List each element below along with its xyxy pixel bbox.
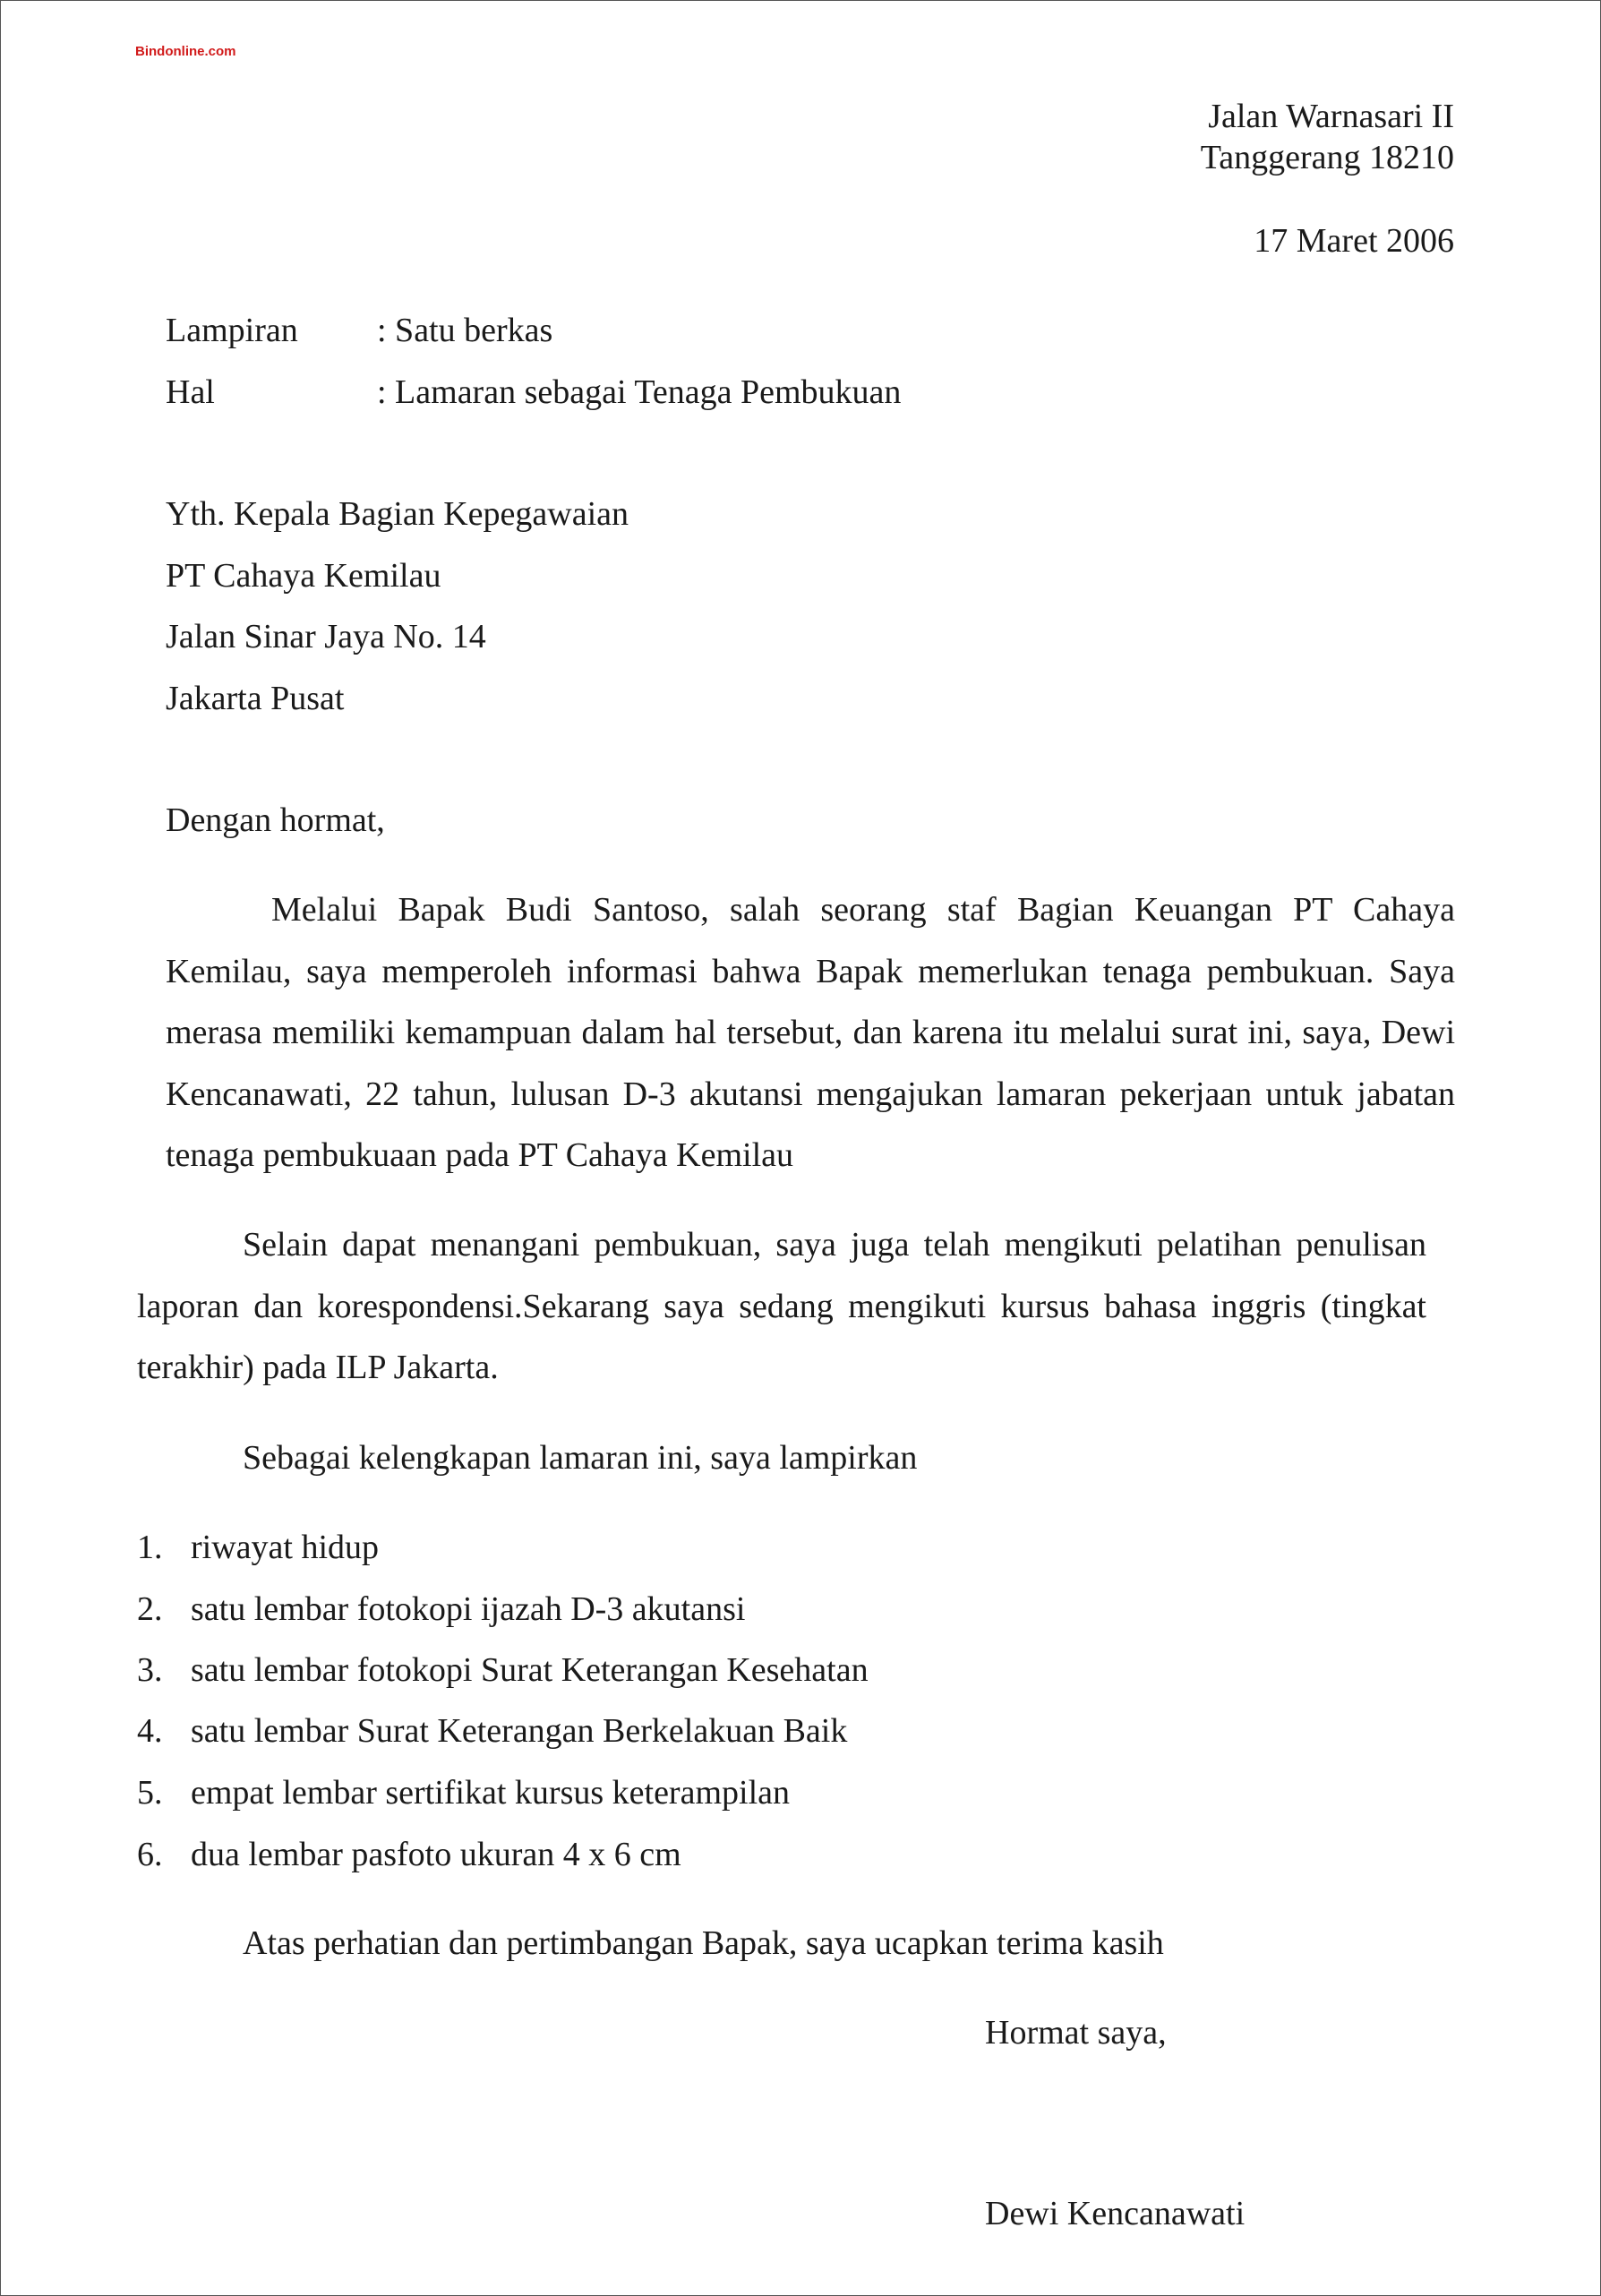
letter-date: 17 Maret 2006: [1254, 222, 1454, 260]
list-item: satu lembar Surat Keterangan Berkelakuan Baik: [191, 1712, 848, 1750]
list-item-number: 1.: [137, 1529, 163, 1566]
sender-address-line1: Jalan Warnasari II: [1208, 98, 1454, 135]
watermark: Bindonline.com: [135, 44, 236, 59]
list-item: satu lembar fotokopi ijazah D-3 akutansi: [191, 1590, 746, 1628]
attachment-value: : Satu berkas: [377, 312, 553, 349]
recipient-line4: Jakarta Pusat: [166, 680, 345, 717]
body-paragraph-2: Selain dapat menangani pembukuan, saya juga telah mengikuti pelatihan penulisan laporan dan korespondensi.Sekarang saya sedang mengikuti kursus bahasa inggris (tingkat terakhir) pada ILP Jakarta.: [137, 1226, 1426, 1386]
list-item: satu lembar fotokopi Surat Keterangan Kesehatan: [191, 1651, 869, 1689]
recipient-line3: Jalan Sinar Jaya No. 14: [166, 618, 486, 655]
list-item: empat lembar sertifikat kursus keterampilan: [191, 1774, 790, 1812]
closing-sentence: Atas perhatian dan pertimbangan Bapak, saya ucapkan terima kasih: [243, 1924, 1164, 1962]
list-item-number: 3.: [137, 1651, 163, 1689]
list-item-number: 6.: [137, 1836, 163, 1873]
sender-address-line2: Tanggerang 18210: [1200, 139, 1454, 176]
signature-name: Dewi Kencanawati: [985, 2195, 1246, 2232]
recipient-line1: Yth. Kepala Bagian Kepegawaian: [166, 495, 629, 533]
salutation: Dengan hormat,: [166, 801, 385, 839]
body-paragraph-1: Melalui Bapak Budi Santoso, salah seorang staf Bagian Keuangan PT Cahaya Kemilau, saya memperoleh informasi bahwa Bapak memerlukan tenaga pembukuan. Saya merasa memiliki kemampuan dalam hal tersebut, dan karena itu melalui surat ini, saya, Dewi Kencanawati, 22 tahun, lulusan D-3 akutansi mengajukan lamaran pekerjaan untuk jabatan tenaga pembukuaan pada PT Cahaya Kemilau: [166, 891, 1455, 1174]
attachments-intro: Sebagai kelengkapan lamaran ini, saya lampirkan: [243, 1439, 918, 1477]
signoff: Hormat saya,: [985, 2014, 1167, 2052]
subject-label: Hal: [166, 373, 215, 411]
list-item: dua lembar pasfoto ukuran 4 x 6 cm: [191, 1836, 681, 1873]
list-item: riwayat hidup: [191, 1529, 380, 1566]
list-item-number: 4.: [137, 1712, 163, 1750]
recipient-line2: PT Cahaya Kemilau: [166, 557, 441, 595]
attachment-label: Lampiran: [166, 312, 298, 349]
subject-value: : Lamaran sebagai Tenaga Pembukuan: [377, 373, 902, 411]
list-item-number: 5.: [137, 1774, 163, 1812]
list-item-number: 2.: [137, 1590, 163, 1628]
